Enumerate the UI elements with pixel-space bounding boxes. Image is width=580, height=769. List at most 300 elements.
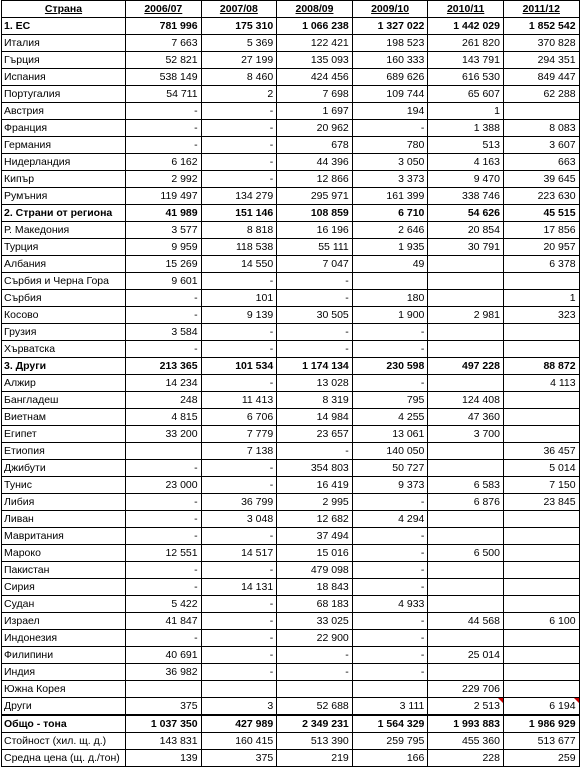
table-cell <box>503 596 579 613</box>
table-cell: - <box>201 273 277 290</box>
table-cell: 14 234 <box>126 375 202 392</box>
table-row <box>2 120 580 137</box>
table-row <box>2 239 580 256</box>
table-cell <box>503 103 579 120</box>
table-cell <box>428 324 504 341</box>
table-cell: 9 373 <box>352 477 428 494</box>
table-cell: - <box>201 630 277 647</box>
table-cell: 143 831 <box>126 733 202 750</box>
table-row <box>2 562 580 579</box>
row-label: Джибути <box>2 460 126 477</box>
table-cell: 6 100 <box>503 613 579 630</box>
table-cell: 36 982 <box>126 664 202 681</box>
table-cell <box>428 664 504 681</box>
table-cell: 16 419 <box>277 477 353 494</box>
table-cell: 54 626 <box>428 205 504 222</box>
table-row <box>2 579 580 596</box>
table-cell: 427 989 <box>201 715 277 733</box>
table-row <box>2 35 580 52</box>
table-cell: - <box>352 613 428 630</box>
table-row <box>2 733 580 750</box>
table-row <box>2 341 580 358</box>
group-row <box>2 18 580 35</box>
table-row <box>2 630 580 647</box>
table-cell <box>503 341 579 358</box>
row-label: Израел <box>2 613 126 630</box>
table-cell: 3 050 <box>352 154 428 171</box>
table-cell: - <box>201 137 277 154</box>
table-cell: 27 199 <box>201 52 277 69</box>
table-cell: 9 959 <box>126 239 202 256</box>
table-cell: 1 986 929 <box>503 715 579 733</box>
row-label: 2. Страни от региона <box>2 205 126 222</box>
table-cell: 6 500 <box>428 545 504 562</box>
row-label: Виетнам <box>2 409 126 426</box>
table-cell: - <box>126 562 202 579</box>
table-cell: - <box>352 630 428 647</box>
table-cell: 219 <box>277 750 353 767</box>
table-cell: 1 442 029 <box>428 18 504 35</box>
row-label: Стойност (хил. щ. д.) <box>2 733 126 750</box>
row-label: Австрия <box>2 103 126 120</box>
table-cell: 1 174 134 <box>277 358 353 375</box>
table-cell: 259 <box>503 750 579 767</box>
row-label: Хърватска <box>2 341 126 358</box>
table-cell: 354 803 <box>277 460 353 477</box>
table-cell: - <box>201 171 277 188</box>
table-row <box>2 137 580 154</box>
table-cell: - <box>201 596 277 613</box>
table-row <box>2 103 580 120</box>
table-cell: 65 607 <box>428 86 504 103</box>
table-cell <box>503 681 579 698</box>
table-cell: 375 <box>126 698 202 716</box>
table-cell: 12 866 <box>277 171 353 188</box>
total-row <box>2 715 580 733</box>
row-label: Сърбия <box>2 290 126 307</box>
table-cell: 228 <box>428 750 504 767</box>
table-cell <box>503 273 579 290</box>
table-cell: - <box>352 528 428 545</box>
table-cell: 7 150 <box>503 477 579 494</box>
table-row <box>2 426 580 443</box>
table-cell: 23 845 <box>503 494 579 511</box>
export-table <box>1 0 580 767</box>
row-label: Гърция <box>2 52 126 69</box>
table-row <box>2 409 580 426</box>
table-cell <box>428 630 504 647</box>
table-cell: 3 373 <box>352 171 428 188</box>
table-cell: 16 196 <box>277 222 353 239</box>
table-cell <box>428 273 504 290</box>
table-cell: 13 061 <box>352 426 428 443</box>
header-year: 2010/11 <box>428 1 504 18</box>
table-row <box>2 545 580 562</box>
table-cell: 2 995 <box>277 494 353 511</box>
table-cell: 33 200 <box>126 426 202 443</box>
table-cell: 8 460 <box>201 69 277 86</box>
table-cell: 2 992 <box>126 171 202 188</box>
table-cell: - <box>126 494 202 511</box>
table-cell: - <box>201 103 277 120</box>
table-body <box>2 18 580 767</box>
row-label: Мароко <box>2 545 126 562</box>
table-cell <box>428 579 504 596</box>
table-cell: - <box>201 324 277 341</box>
table-cell: - <box>352 375 428 392</box>
table-cell: 4 163 <box>428 154 504 171</box>
table-cell <box>428 460 504 477</box>
table-cell: 139 <box>126 750 202 767</box>
table-cell <box>428 375 504 392</box>
table-cell: 140 050 <box>352 443 428 460</box>
table-cell: 4 255 <box>352 409 428 426</box>
table-cell: 8 083 <box>503 120 579 137</box>
table-cell <box>428 256 504 273</box>
table-cell: - <box>126 511 202 528</box>
table-cell: 5 369 <box>201 35 277 52</box>
table-cell <box>503 511 579 528</box>
table-cell: - <box>277 664 353 681</box>
table-cell: 513 390 <box>277 733 353 750</box>
header-country: Страна <box>2 1 126 18</box>
row-label: Индонезия <box>2 630 126 647</box>
table-cell: 88 872 <box>503 358 579 375</box>
table-cell: 151 146 <box>201 205 277 222</box>
table-cell: 101 534 <box>201 358 277 375</box>
table-cell: 22 900 <box>277 630 353 647</box>
table-cell: - <box>352 494 428 511</box>
table-cell: 849 447 <box>503 69 579 86</box>
table-row <box>2 273 580 290</box>
row-label: Нидерландия <box>2 154 126 171</box>
table-cell: 37 494 <box>277 528 353 545</box>
row-label: Бангладеш <box>2 392 126 409</box>
table-cell: 1 327 022 <box>352 18 428 35</box>
table-cell: 1 066 238 <box>277 18 353 35</box>
table-cell <box>428 341 504 358</box>
table-cell: 18 843 <box>277 579 353 596</box>
table-cell <box>428 511 504 528</box>
table-cell: 101 <box>201 290 277 307</box>
table-cell: - <box>352 562 428 579</box>
table-cell: 4 815 <box>126 409 202 426</box>
table-cell: 20 962 <box>277 120 353 137</box>
table-cell: 9 470 <box>428 171 504 188</box>
table-row <box>2 52 580 69</box>
table-cell: - <box>126 103 202 120</box>
table-row <box>2 528 580 545</box>
table-cell: 15 269 <box>126 256 202 273</box>
table-cell: 20 957 <box>503 239 579 256</box>
table-cell: 7 138 <box>201 443 277 460</box>
table-cell: 54 711 <box>126 86 202 103</box>
table-cell: 119 497 <box>126 188 202 205</box>
table-cell: 513 <box>428 137 504 154</box>
table-cell: 479 098 <box>277 562 353 579</box>
table-cell: 14 984 <box>277 409 353 426</box>
table-cell: 2 <box>201 86 277 103</box>
table-cell <box>503 664 579 681</box>
row-label: Турция <box>2 239 126 256</box>
table-cell: 175 310 <box>201 18 277 35</box>
table-cell <box>503 426 579 443</box>
table-cell: 1 935 <box>352 239 428 256</box>
table-cell: - <box>201 154 277 171</box>
table-cell <box>126 681 202 698</box>
table-cell: 11 413 <box>201 392 277 409</box>
table-cell: 6 710 <box>352 205 428 222</box>
table-row <box>2 460 580 477</box>
row-label: Судан <box>2 596 126 613</box>
table-row <box>2 171 580 188</box>
table-cell: 230 598 <box>352 358 428 375</box>
table-cell: 41 989 <box>126 205 202 222</box>
table-cell: - <box>277 324 353 341</box>
table-cell: 3 700 <box>428 426 504 443</box>
row-label: Алжир <box>2 375 126 392</box>
row-label: Пакистан <box>2 562 126 579</box>
table-row <box>2 69 580 86</box>
table-cell: 678 <box>277 137 353 154</box>
table-cell: 1 564 329 <box>352 715 428 733</box>
row-label: Средна цена (щ. д./тон) <box>2 750 126 767</box>
table-cell: 6 378 <box>503 256 579 273</box>
row-label: Индия <box>2 664 126 681</box>
table-cell: 160 415 <box>201 733 277 750</box>
table-cell: 3 048 <box>201 511 277 528</box>
table-cell: - <box>277 443 353 460</box>
table-cell: 108 859 <box>277 205 353 222</box>
table-cell: 39 645 <box>503 171 579 188</box>
table-row <box>2 511 580 528</box>
group-row <box>2 205 580 222</box>
table-cell <box>352 273 428 290</box>
table-cell: 663 <box>503 154 579 171</box>
table-cell: 338 746 <box>428 188 504 205</box>
table-cell <box>503 545 579 562</box>
row-label: Мавритания <box>2 528 126 545</box>
table-cell: 5 014 <box>503 460 579 477</box>
table-cell <box>503 562 579 579</box>
table-row <box>2 375 580 392</box>
table-cell: - <box>126 630 202 647</box>
table-cell: - <box>352 647 428 664</box>
table-cell: 213 365 <box>126 358 202 375</box>
table-cell: 259 795 <box>352 733 428 750</box>
table-cell <box>277 681 353 698</box>
row-label: Южна Корея <box>2 681 126 698</box>
table-cell <box>428 443 504 460</box>
table-cell: 4 933 <box>352 596 428 613</box>
table-row <box>2 392 580 409</box>
table-cell: 4 294 <box>352 511 428 528</box>
table-cell: 2 349 231 <box>277 715 353 733</box>
table-cell: 36 457 <box>503 443 579 460</box>
table-cell: 6 876 <box>428 494 504 511</box>
table-cell: 40 691 <box>126 647 202 664</box>
table-cell: 2 513 <box>428 698 504 716</box>
table-cell: - <box>201 613 277 630</box>
table-cell: 3 <box>201 698 277 716</box>
table-cell: - <box>201 460 277 477</box>
table-cell: 248 <box>126 392 202 409</box>
row-label: Р. Македония <box>2 222 126 239</box>
table-cell: 198 523 <box>352 35 428 52</box>
table-row <box>2 494 580 511</box>
table-row <box>2 477 580 494</box>
table-cell: 14 550 <box>201 256 277 273</box>
table-cell: 8 818 <box>201 222 277 239</box>
row-label: 1. ЕС <box>2 18 126 35</box>
row-label: Общо - тона <box>2 715 126 733</box>
row-label: Кипър <box>2 171 126 188</box>
table-cell: 25 014 <box>428 647 504 664</box>
table-row <box>2 613 580 630</box>
table-cell: - <box>352 664 428 681</box>
table-cell: 15 016 <box>277 545 353 562</box>
table-cell: - <box>201 664 277 681</box>
table-cell: 3 607 <box>503 137 579 154</box>
table-cell: 52 821 <box>126 52 202 69</box>
table-cell <box>201 681 277 698</box>
table-cell: - <box>352 324 428 341</box>
table-cell: 23 000 <box>126 477 202 494</box>
table-cell <box>428 290 504 307</box>
row-label: Тунис <box>2 477 126 494</box>
table-cell: 781 996 <box>126 18 202 35</box>
table-cell: 161 399 <box>352 188 428 205</box>
table-cell: 33 025 <box>277 613 353 630</box>
table-cell: - <box>126 460 202 477</box>
table-cell: 1 900 <box>352 307 428 324</box>
table-cell: 49 <box>352 256 428 273</box>
table-row <box>2 290 580 307</box>
table-row <box>2 307 580 324</box>
table-cell: - <box>277 647 353 664</box>
table-cell: 166 <box>352 750 428 767</box>
table-cell: 109 744 <box>352 86 428 103</box>
table-row <box>2 154 580 171</box>
header-row <box>2 1 580 18</box>
table-cell: 23 657 <box>277 426 353 443</box>
table-cell: 229 706 <box>428 681 504 698</box>
row-label: Италия <box>2 35 126 52</box>
table-row <box>2 596 580 613</box>
table-cell: - <box>277 341 353 358</box>
table-cell: 180 <box>352 290 428 307</box>
table-cell: 1 037 350 <box>126 715 202 733</box>
table-cell: 9 139 <box>201 307 277 324</box>
row-label: Сирия <box>2 579 126 596</box>
header-year: 2006/07 <box>126 1 202 18</box>
table-cell <box>503 324 579 341</box>
table-cell: 45 515 <box>503 205 579 222</box>
table-row <box>2 698 580 716</box>
table-cell: 68 183 <box>277 596 353 613</box>
table-cell: 323 <box>503 307 579 324</box>
table-cell: - <box>126 137 202 154</box>
table-cell <box>503 528 579 545</box>
row-label: Румъния <box>2 188 126 205</box>
row-label: Сърбия и Черна Гора <box>2 273 126 290</box>
table-cell: 1 993 883 <box>428 715 504 733</box>
table-cell: 13 028 <box>277 375 353 392</box>
table-cell: 14 131 <box>201 579 277 596</box>
table-cell: 194 <box>352 103 428 120</box>
table-cell: 118 538 <box>201 239 277 256</box>
header-year: 2009/10 <box>352 1 428 18</box>
table-cell: 47 360 <box>428 409 504 426</box>
table-cell <box>503 409 579 426</box>
table-cell: 1 852 542 <box>503 18 579 35</box>
table-cell: 455 360 <box>428 733 504 750</box>
table-cell: - <box>126 341 202 358</box>
table-cell: 62 288 <box>503 86 579 103</box>
group-row <box>2 358 580 375</box>
table-cell: 3 111 <box>352 698 428 716</box>
table-row <box>2 222 580 239</box>
row-label: Албания <box>2 256 126 273</box>
table-cell: 14 517 <box>201 545 277 562</box>
table-cell: - <box>352 120 428 137</box>
table-cell <box>428 596 504 613</box>
table-cell: 795 <box>352 392 428 409</box>
table-cell: - <box>201 375 277 392</box>
table-cell: - <box>126 120 202 137</box>
table-cell: 30 505 <box>277 307 353 324</box>
table-cell: - <box>277 290 353 307</box>
table-cell: 497 228 <box>428 358 504 375</box>
table-cell: 52 688 <box>277 698 353 716</box>
table-cell: 375 <box>201 750 277 767</box>
table-row <box>2 664 580 681</box>
header-year: 2007/08 <box>201 1 277 18</box>
table-cell: 36 799 <box>201 494 277 511</box>
table-cell <box>126 443 202 460</box>
table-cell <box>428 562 504 579</box>
table-cell: 1 388 <box>428 120 504 137</box>
table-cell: - <box>352 545 428 562</box>
table-cell: 41 847 <box>126 613 202 630</box>
row-label: Филипини <box>2 647 126 664</box>
table-cell <box>503 392 579 409</box>
table-row <box>2 86 580 103</box>
row-label: Други <box>2 698 126 716</box>
table-cell <box>503 647 579 664</box>
table-cell: 7 663 <box>126 35 202 52</box>
row-label: Грузия <box>2 324 126 341</box>
table-cell: - <box>352 341 428 358</box>
table-cell: 6 162 <box>126 154 202 171</box>
row-label: Франция <box>2 120 126 137</box>
table-cell: 2 981 <box>428 307 504 324</box>
table-cell: 20 854 <box>428 222 504 239</box>
table-cell: 6 583 <box>428 477 504 494</box>
row-label: 3. Други <box>2 358 126 375</box>
table-cell: - <box>126 290 202 307</box>
table-cell: 223 630 <box>503 188 579 205</box>
table-cell <box>352 681 428 698</box>
table-cell: 6 194 <box>503 698 579 716</box>
row-label: Испания <box>2 69 126 86</box>
table-cell: 294 351 <box>503 52 579 69</box>
table-cell: 44 568 <box>428 613 504 630</box>
table-cell: 160 333 <box>352 52 428 69</box>
table-cell: - <box>126 528 202 545</box>
table-cell: 538 149 <box>126 69 202 86</box>
table-cell <box>428 528 504 545</box>
